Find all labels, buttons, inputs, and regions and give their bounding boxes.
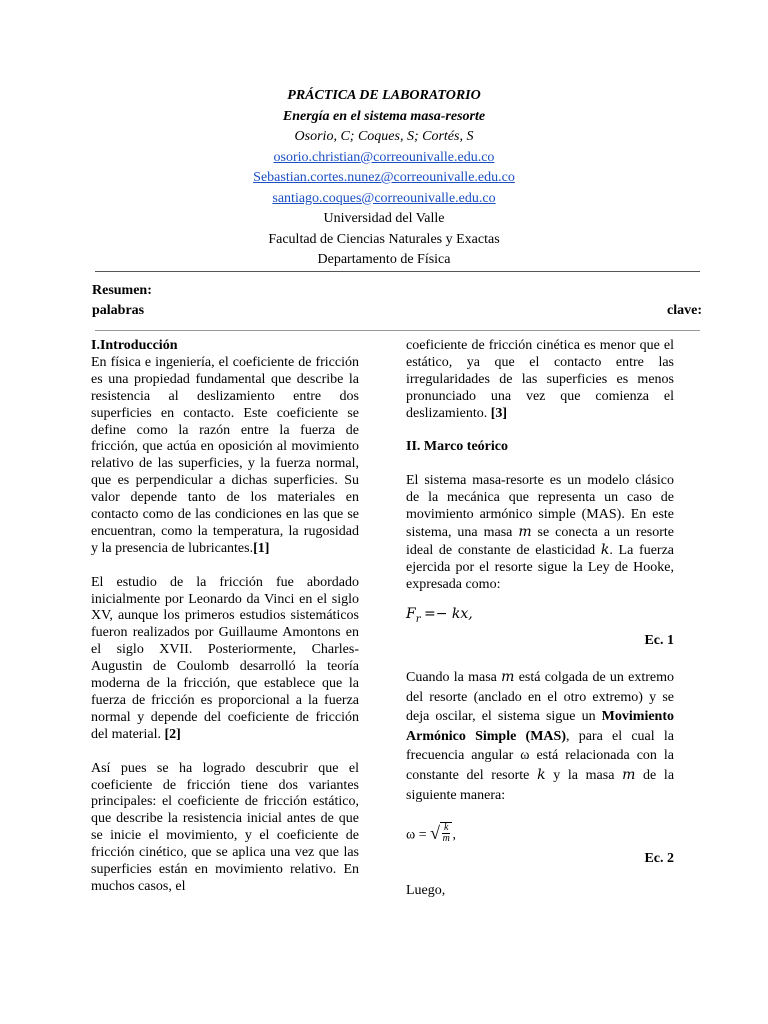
equation-subscript: r	[415, 614, 421, 626]
left-column	[91, 338, 359, 913]
right-column	[406, 338, 674, 917]
document-title: PRÁCTICA DE LABORATORIO	[287, 88, 481, 103]
equation-label: Ec. 2	[644, 850, 674, 866]
faculty: Facultad de Ciencias Naturales y Exactas	[268, 231, 500, 247]
email-link[interactable]: santiago.coques@correounivalle.edu.co	[272, 190, 496, 206]
paragraph	[406, 473, 674, 593]
math-symbol-m: m	[622, 767, 636, 784]
equation-lhs: ω =	[406, 827, 427, 843]
paragraph-text: , para el cual la frecuencia angular ω está relacionada con la constante del resorte	[406, 728, 674, 784]
paragraph-text: Así pues se ha logrado descubrir que el coeficiente de fricción tiene dos variantes principales: el coeficiente de fricción estático, que describe la resistencia inicial antes de que se inicie el movimiento, y el coeficiente de fricción cinético, que se aplica una vez que las superficies están en movimiento relativo. En muchos casos, el	[91, 760, 359, 894]
keywords-label-right: clave:	[667, 303, 702, 318]
citation: [1]	[253, 540, 270, 556]
university: Universidad del Valle	[323, 211, 445, 226]
radical-sign-icon: √	[430, 822, 441, 843]
paragraph-text: El sistema masa-resorte es un modelo clásico de la mecánica que representa un caso de movimiento armónico simple (MAS). En este sistema, una masa	[406, 473, 674, 540]
section-heading-theory: II. Marco teórico	[406, 439, 508, 455]
authors: Osorio, C; Coques, S; Cortés, S	[294, 129, 474, 144]
paragraph-text: de la siguiente manera:	[406, 768, 675, 803]
document-header	[0, 86, 768, 271]
email-link[interactable]: osorio.christian@correounivalle.edu.co	[273, 149, 495, 165]
math-symbol-k: k	[537, 767, 546, 784]
equation-angular-frequency	[406, 822, 674, 844]
email-link[interactable]: Sebastian.cortes.nunez@correounivalle.edu.co	[253, 170, 515, 185]
math-symbol-k: k	[600, 541, 610, 558]
fraction	[442, 823, 450, 844]
equation-label: Ec. 1	[644, 633, 674, 649]
citation: [3]	[490, 405, 508, 421]
paragraph-text: En física e ingeniería, el coeficiente de fricción es una propiedad fundamental que describe la resistencia al deslizamiento entre dos superficies en contacto. Este coeficiente se define como la razón entre la fuerza de fricción, que actúa en oposición al movimiento relativo de las superficies, y la fuerza normal, que es perpendicular a dichas superficies. Su valor depende tanto de los materiales en contacto como de las condiciones en las que se encuentran, como la temperatura, la rugosidad y la presencia de lubricantes.	[91, 354, 359, 556]
paragraph-text: está colgada de un extremo del resorte (anclado en el otro extremo) y se deja oscilar, el sistema sigue un	[406, 670, 675, 725]
paragraph	[406, 338, 674, 423]
fraction-numerator: k	[444, 822, 449, 834]
paragraph-text: El estudio de la fricción fue abordado inicialmente por Leonardo da Vinci en el siglo XV, aunque los primeros estudios sistemáticos fueron realizados por Guillaume Amontons en el siglo XVII. Posteriormente, Charles-Augustin de Coulomb desarrolló la teoría moderna de la fricción, que establece que la fuerza de fricción es proporcional a la fuerza normal y depende del coeficiente de fricción del material.	[91, 574, 359, 742]
fraction-denominator: m	[442, 833, 450, 845]
paragraph-text: se conecta a un resorte ideal de constante de elasticidad	[406, 524, 675, 558]
paragraph	[406, 668, 674, 805]
equation-tail: ,	[452, 827, 456, 843]
equation-rhs: =− kx,	[424, 606, 473, 623]
paragraph-text: . La fuerza ejercida por el resorte sigue la Ley de Hooke, expresada como:	[406, 542, 674, 592]
math-symbol-m: m	[501, 669, 515, 686]
abstract-label: Resumen:	[92, 283, 152, 298]
equation-hooke	[406, 606, 674, 629]
math-symbol-m: m	[518, 523, 532, 540]
section-heading-introduction: I.Introducción	[91, 338, 178, 353]
radicand	[440, 822, 452, 844]
paragraph-text: Cuando la masa	[406, 670, 497, 686]
bold-term: Movimiento Armónico Simple (MAS)	[406, 709, 674, 744]
paragraph-text: y la masa	[553, 768, 615, 784]
citation: [2]	[164, 726, 181, 742]
header-divider	[95, 271, 700, 272]
department: Departamento de Física	[317, 252, 451, 267]
square-root	[430, 822, 452, 844]
paragraph: Luego,	[406, 883, 446, 899]
keywords-row	[92, 301, 702, 321]
paragraph	[91, 761, 359, 896]
abstract-divider	[95, 330, 700, 331]
abstract-section	[92, 281, 702, 321]
keywords-label-left: palabras	[92, 303, 145, 318]
equation-lhs: F	[406, 606, 416, 623]
paragraph	[91, 575, 359, 744]
paragraph-text: coeficiente de fricción cinética es menor que el estático, ya que el contacto entre las irregularidades de las superficies es menos pronunciado una vez que comienza el deslizamiento.	[406, 338, 674, 421]
paragraph	[91, 355, 359, 558]
document-subtitle: Energía en el sistema masa-resorte	[282, 108, 486, 124]
